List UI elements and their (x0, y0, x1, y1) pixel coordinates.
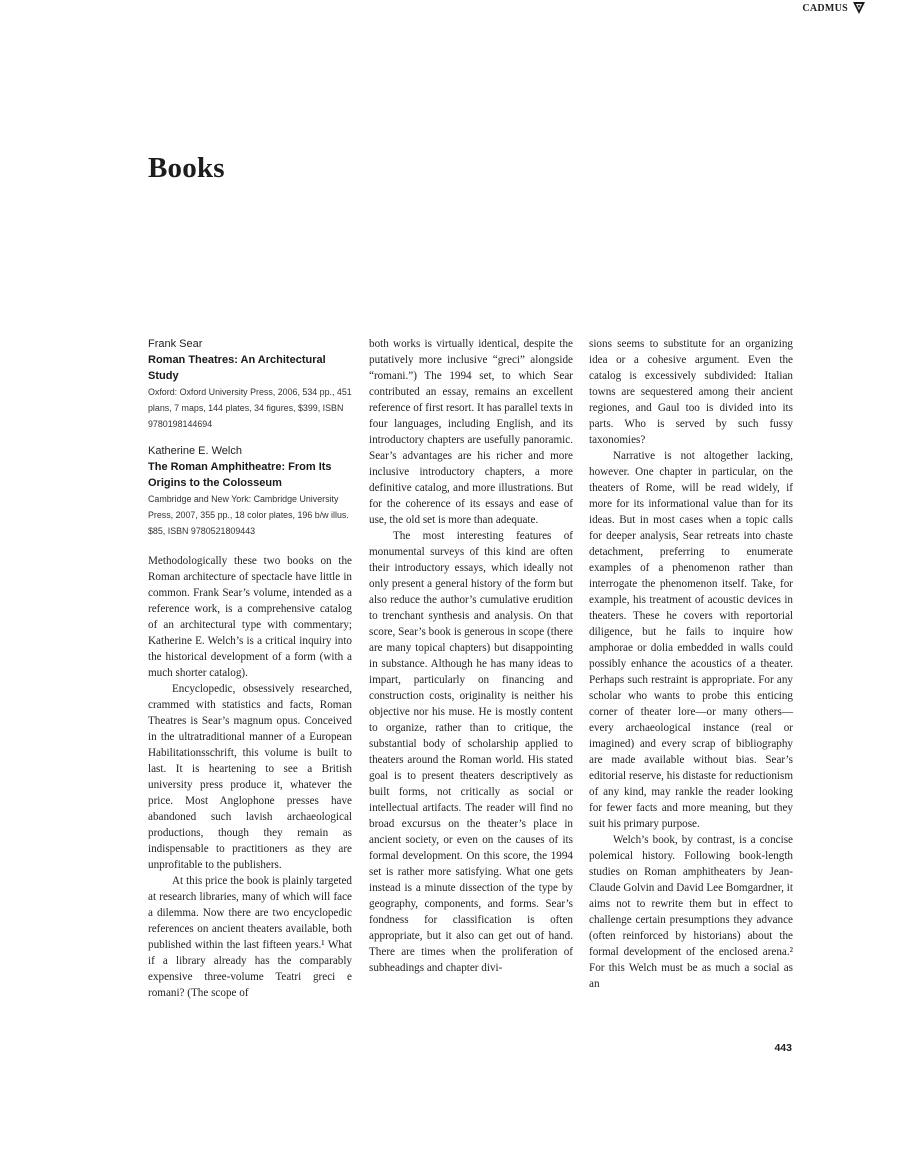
header-brand (802, 0, 866, 16)
review-publication-info: Cambridge and New York: Cambridge University Press, 2007, 355 pp., 18 color plates, 196 b/w illus. $85, ISBN 9780521809443 (148, 494, 349, 536)
page-number: 443 (774, 1042, 792, 1054)
body-paragraph: Methodologically these two books on the Roman architecture of spectacle have little in common. Frank Sear’s volume, intended as a reference work, is a comprehensive catalog of an architectural type with commentary; Katherine E. Welch’s is a critical inquiry into the historical development of a form (with a much shorter catalog). (148, 555, 352, 679)
review-book-title: Roman Theatres: An Architectural Study (148, 354, 326, 382)
review-author: Frank Sear (148, 338, 203, 350)
body-paragraph: Narrative is not altogether lacking, however. One chapter in particular, on the theaters of Rome, will be read widely, if more for its informational value than for its ideas. But in most cases when a topic calls for deeper analysis, Sear retreats into chaste detachment, preferring to enumerate examples of a phenomenon rather than interrogate the phenomenon itself. Take, for example, his treatment of acoustic devices in theaters. These he covers with reportorial diligence, but he fails to inquire how amphorae or dolia embedded in walls could possibly enhance the acoustics of a theater. Perhaps such restraint is appropriate. For any scholar who wants to probe this enticing corner of theater lore—or many others—every archaeological instance (real or imagined) and every scrap of bibliography are made available without bias. Sear’s editorial reserve, his distaste for reductionism of any kind, may rankle the reader looking for fewer facts and more meaning, but they suit his primary purpose. (589, 450, 793, 830)
body-paragraph: The most interesting features of monumental surveys of this kind are often their introductory essays, which ideally not only present a general history of the form but also reduce the author’s cumulative erudition to trenchant synthesis and analysis. On that score, Sear’s book is generous in scope (there are many topical chapters) but disappointing in substance. Although he has many ideas to impart, particularly on financing and construction costs, originality is neither his objective nor his muse. He is mostly content to organize, rather than to critique, the substantial body of scholarship applied to theaters around the Roman world. His stated goal is to present theaters descriptively as built forms, not critically as social or intellectual artifacts. The reader will find no broad excursus on the theater’s place in ancient society, or even on the causes of its formal development. On this score, the 1994 set is rather more satisfying. What one gets instead is a minute dissection of the type by geography, components, and forms. Sear’s fondness for classification is often appropriate, but it also can get out of hand. There are times when the proliferation of subheadings and chapter divi- (369, 530, 573, 974)
section-title: Books (148, 152, 225, 184)
body-paragraph: sions seems to substitute for an organizing idea or a cohesive argument. Even the catalog is excessively subdivided: Italian towns are sequestered among their ancient regiones, and Gaul too is divided into its parts. Who is served by such fussy taxonomies? (589, 338, 793, 446)
body-paragraph: Encyclopedic, obsessively researched, crammed with statistics and facts, Roman Theatres is Sear’s magnum opus. Conceived in the ultratraditional manner of a European Habilitationsschrift, this volume is built to last. It is heartening to see a British university press produce it, whatever the price. Most Anglophone presses have abandoned such lavish archaeological productions, though they remain as indispensable to practitioners as they are unprofitable to the publishers. (148, 683, 352, 871)
column-1 (148, 336, 352, 1001)
cadmus-triangle-logo-icon (852, 1, 866, 15)
review-header-sear (148, 336, 352, 432)
body-paragraph: At this price the book is plainly targeted at research libraries, many of which will face a dilemma. Now there are two encyclopedic references on ancient theaters available, both published within the last fifteen years.¹ What if a library already has the comparably expensive three-volume Teatri greci e romani? (The scope of (148, 875, 352, 999)
column-3 (589, 336, 793, 992)
review-header-welch (148, 443, 352, 539)
column-2 (369, 336, 573, 976)
brand-name: CADMUS (802, 2, 848, 14)
review-publication-info: Oxford: Oxford University Press, 2006, 534 pp., 451 plans, 7 maps, 144 plates, 34 figures, $399, ISBN 9780198144694 (148, 387, 352, 429)
body-paragraph: Welch’s book, by contrast, is a concise polemical history. Following book-length studies on Roman amphitheaters by Jean-Claude Golvin and David Lee Bomgardner, it aims not to rewrite them but in effect to challenge certain presumptions they advance (often reinforced by historians) about the formal development of the enclosed arena.² For this Welch must be as much a social as an (589, 834, 793, 990)
review-book-title: The Roman Amphitheatre: From Its Origins to the Colosseum (148, 461, 332, 489)
review-author: Katherine E. Welch (148, 445, 242, 457)
body-paragraph: both works is virtually identical, despite the putatively more inclusive “greci” alongside “romani.”) The 1994 set, to which Sear contributed an essay, remains an excellent reference of first resort. It has parallel texts in four languages, including English, and its introductory chapters are usefully panoramic. Sear’s advantages are his richer and more inclusive introductory chapters, a more definitive catalog, and more illustrations. But for the coherence of its essays and ease of use, the old set is more than adequate. (369, 338, 573, 526)
